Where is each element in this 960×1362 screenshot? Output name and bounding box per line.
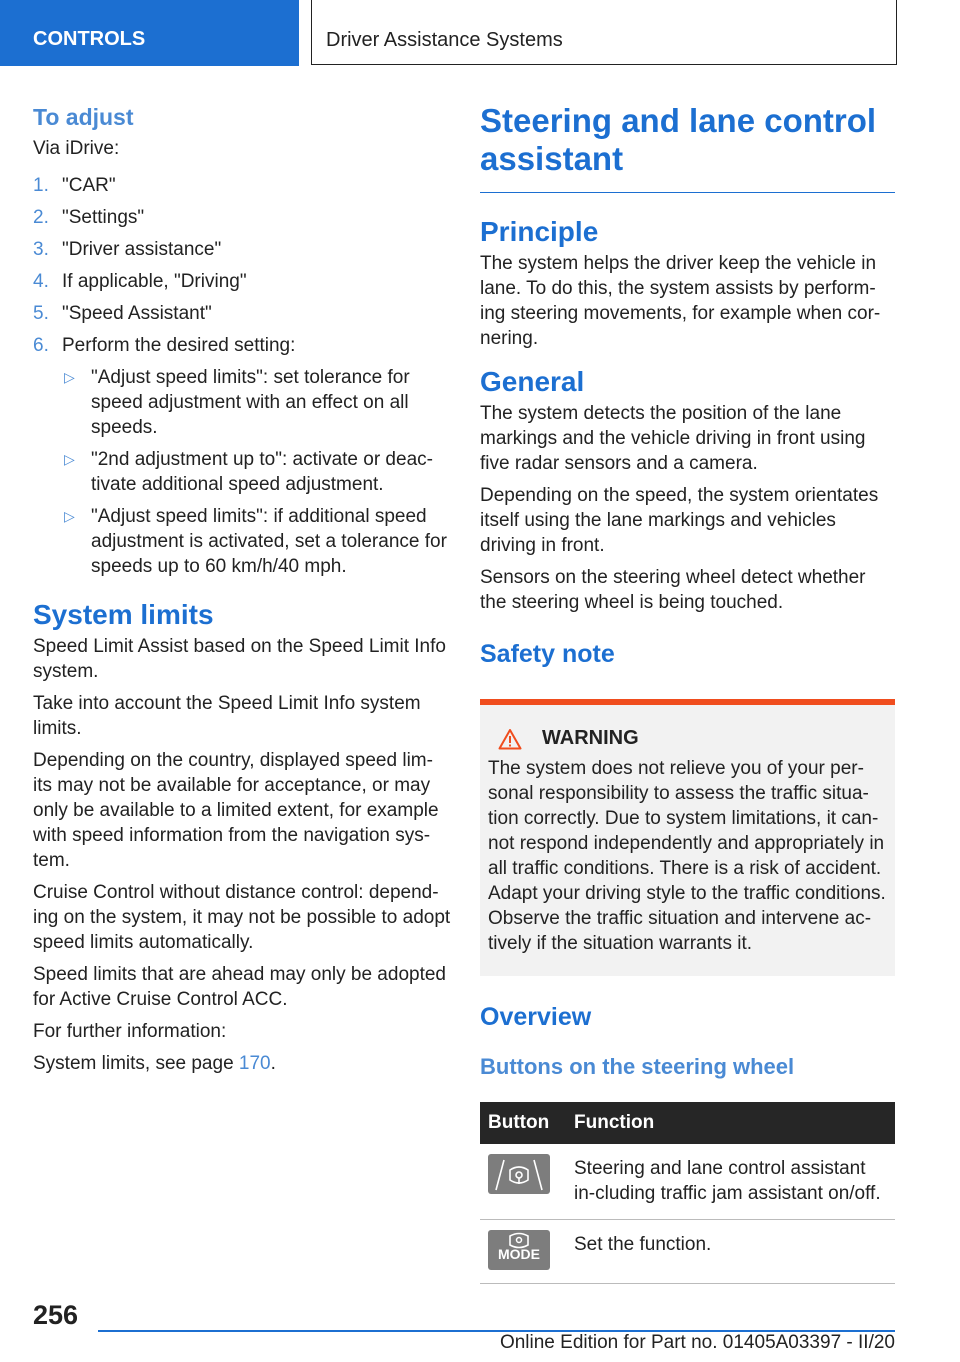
xref-prefix: System limits, see page: [33, 1053, 239, 1074]
step-item: [33, 301, 451, 326]
mode-label: MODE: [498, 1246, 540, 1262]
step-number: 2.: [33, 207, 49, 228]
system-limits-heading: System limits: [33, 599, 214, 630]
setting-option: [62, 504, 451, 579]
to-adjust-intro: Via iDrive:: [33, 138, 120, 159]
step-text: If applicable, "Driving": [62, 271, 247, 292]
step-text: "CAR": [62, 175, 116, 196]
general-paragraph: Sensors on the steering wheel detect whether the steering wheel is being touched.: [480, 567, 866, 613]
warning-text: The system does not relieve you of your per-sonal responsibility to assess the traffic situa-tion correctly. Due to system limitations, it can-not respond independently and appropriately in all traffic conditions. There is a risk of accident. Adapt your driving style to the traffic conditions. Observe the traffic situation and intervene ac-tively if the situation warrants it.: [488, 758, 886, 954]
right-column: [480, 102, 895, 1284]
step-number: 6.: [33, 335, 49, 356]
bullet-triangle-icon: ▷: [64, 369, 75, 385]
table-row: [480, 1220, 895, 1284]
warning-label: WARNING: [542, 727, 639, 749]
warning-triangle-icon: [498, 728, 522, 750]
setting-option-text: "2nd adjustment up to": activate or deac-tivate additional speed adjustment.: [91, 449, 433, 495]
step-number: 4.: [33, 271, 49, 292]
buttons-table: [480, 1102, 895, 1284]
step-item: [33, 237, 451, 262]
step-item: [33, 333, 451, 579]
chapter-label: Driver Assistance Systems: [326, 29, 563, 51]
setting-option: [62, 365, 451, 440]
button-cell: [480, 1220, 566, 1284]
page-number: 256: [33, 1300, 79, 1330]
page-link[interactable]: 170: [238, 1053, 271, 1074]
bullet-triangle-icon: ▷: [64, 451, 75, 467]
page-title: Steering and lane control assistant: [480, 102, 877, 177]
function-cell: Set the function.: [566, 1220, 895, 1284]
system-limits-paragraph: For further information:: [33, 1021, 227, 1042]
button-cell: [480, 1144, 566, 1220]
section-tab: [0, 0, 299, 66]
warning-box: [480, 699, 895, 976]
step-item: [33, 269, 451, 294]
to-adjust-heading: To adjust: [33, 104, 134, 130]
step-text: "Speed Assistant": [62, 303, 212, 324]
step-number: 3.: [33, 239, 49, 260]
step-item: [33, 205, 451, 230]
general-paragraph: The system detects the position of the lane markings and the vehicle driving in front using five radar sensors and a camera.: [480, 403, 866, 474]
edition-text: Online Edition for Part no. 01405A03397 - II/20: [499, 1332, 895, 1353]
table-row: [480, 1144, 895, 1220]
step-item: [33, 173, 451, 198]
principle-heading: Principle: [480, 216, 599, 247]
column-header-button: Button: [480, 1102, 566, 1144]
setting-option-text: "Adjust speed limits": if additional speed adjustment is activated, set a tolerance for speeds up to 60 km/h/40 mph.: [91, 506, 447, 577]
lane-assist-button-icon: [488, 1154, 550, 1194]
setting-option: [62, 447, 451, 497]
step-number: 5.: [33, 303, 49, 324]
function-cell: Steering and lane control assistant in-cluding traffic jam assistant on/off.: [566, 1144, 895, 1220]
principle-text: The system helps the driver keep the vehicle in lane. To do this, the system assists by perform-ing steering movements, for example when cor-nering.: [480, 253, 881, 349]
safety-note-heading: Safety note: [480, 640, 615, 668]
lane-assist-mode-button-icon: [488, 1230, 550, 1270]
system-limits-paragraph: Speed Limit Assist based on the Speed Limit Info system.: [33, 636, 446, 682]
xref-suffix: .: [270, 1053, 276, 1074]
step-text: "Settings": [62, 207, 145, 228]
system-limits-paragraph: Speed limits that are ahead may only be adopted for Active Cruise Control ACC.: [33, 964, 446, 1010]
step-number: 1.: [33, 175, 49, 196]
buttons-subheading: Buttons on the steering wheel: [480, 1054, 795, 1079]
setting-options-list: [62, 365, 451, 579]
setting-option-text: "Adjust speed limits": set tolerance for speed adjustment with an effect on all speeds.: [91, 367, 410, 438]
left-column: [33, 102, 451, 1076]
section-label: CONTROLS: [33, 28, 146, 50]
column-header-function: Function: [566, 1102, 895, 1144]
system-limits-paragraph: Cruise Control without distance control: depend-ing on the system, it may not be possible to adopt speed limits automatically.: [33, 882, 451, 953]
step-text: Perform the desired setting:: [62, 335, 296, 356]
step-text: "Driver assistance": [62, 239, 222, 260]
general-paragraph: Depending on the speed, the system orientates itself using the lane markings and vehicles driving in front.: [480, 485, 879, 556]
bullet-triangle-icon: ▷: [64, 508, 75, 524]
table-header-row: [480, 1102, 895, 1144]
system-limits-paragraph: Depending on the country, displayed speed lim-its may not be available for acceptance, or may only be available to a limited extent, for example with speed information from the navigation sys-tem.: [33, 750, 439, 871]
steps-list: [33, 173, 451, 579]
general-heading: General: [480, 366, 585, 397]
system-limits-paragraph: Take into account the Speed Limit Info system limits.: [33, 693, 421, 739]
overview-heading: Overview: [480, 1003, 592, 1031]
warning-header: [488, 727, 887, 750]
chapter-tab: [311, 0, 897, 65]
cross-reference: [33, 1051, 451, 1076]
